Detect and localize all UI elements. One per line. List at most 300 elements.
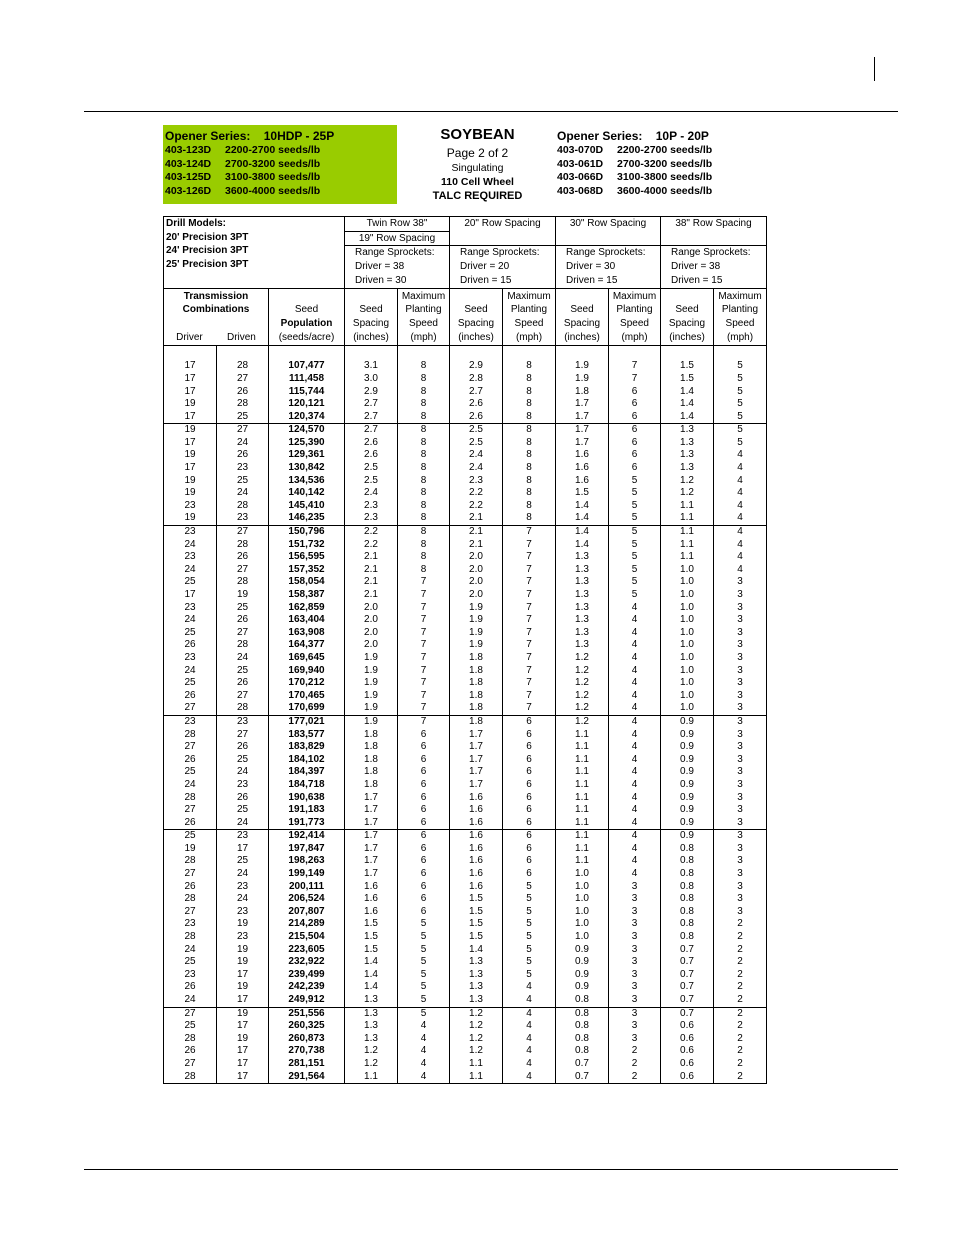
table-cell: 1.3 — [345, 1007, 398, 1020]
table-cell: 1.2 — [661, 475, 714, 488]
table-cell: 5 — [609, 564, 661, 577]
table-cell: 2.5 — [450, 424, 503, 437]
table-cell: 0.7 — [661, 944, 714, 957]
table-cell: 5 — [503, 956, 556, 969]
table-cell: 1.3 — [345, 1020, 398, 1033]
table-row — [164, 475, 767, 488]
table-cell: 3 — [714, 652, 767, 665]
table-cell: 0.7 — [661, 994, 714, 1007]
spacing-col-header: Seed Spacing (inches) — [345, 288, 398, 346]
table-cell: 8 — [398, 526, 450, 539]
table-cell: 6 — [398, 830, 450, 843]
table-cell: 1.5 — [345, 931, 398, 944]
table-cell: 1.2 — [345, 1058, 398, 1071]
table-cell: 2.6 — [345, 449, 398, 462]
table-cell: 177,021 — [269, 715, 345, 728]
table-cell: 2.7 — [345, 398, 398, 411]
table-cell: 2.0 — [450, 576, 503, 589]
table-cell: 0.9 — [661, 754, 714, 767]
table-cell: 6 — [503, 830, 556, 843]
table-cell: 1.8 — [345, 779, 398, 792]
table-cell: 7 — [503, 690, 556, 703]
table-cell: 17 — [164, 360, 217, 373]
table-cell: 8 — [398, 551, 450, 564]
table-cell: 26 — [217, 614, 269, 627]
table-row — [164, 754, 767, 767]
table-cell: 17 — [164, 373, 217, 386]
table-cell: 3 — [609, 1020, 661, 1033]
table-cell: 5 — [609, 475, 661, 488]
table-cell: 1.2 — [450, 1020, 503, 1033]
table-cell: 5 — [398, 994, 450, 1007]
table-cell: 28 — [217, 539, 269, 552]
seeding-rate-table — [163, 216, 767, 1084]
table-cell: 25 — [164, 766, 217, 779]
table-body — [164, 360, 767, 1083]
table-cell: 19 — [217, 944, 269, 957]
table-cell: 1.1 — [450, 1058, 503, 1071]
table-cell: 19 — [217, 981, 269, 994]
table-cell: 2.4 — [450, 462, 503, 475]
table-cell: 17 — [164, 386, 217, 399]
table-row — [164, 855, 767, 868]
table-cell: 8 — [398, 360, 450, 373]
table-cell: 26 — [217, 677, 269, 690]
table-cell: 6 — [398, 804, 450, 817]
table-cell: 2 — [609, 1058, 661, 1071]
table-cell: 4 — [503, 1045, 556, 1058]
speed-col-header: Maximum Planting Speed (mph) — [714, 288, 767, 346]
table-cell: 3 — [609, 893, 661, 906]
table-cell: 1.0 — [556, 893, 609, 906]
table-cell: 5 — [609, 526, 661, 539]
table-cell: 129,361 — [269, 449, 345, 462]
table-cell: 6 — [503, 792, 556, 805]
opener-row: 403-070D 2200-2700 seeds/lb — [557, 144, 713, 156]
chart-title-block — [400, 125, 555, 203]
table-cell: 190,638 — [269, 792, 345, 805]
table-cell: 169,645 — [269, 652, 345, 665]
table-cell: 8 — [503, 424, 556, 437]
table-cell: 200,111 — [269, 881, 345, 894]
table-cell: 25 — [217, 804, 269, 817]
speed-col-header: Maximum Planting Speed (mph) — [503, 288, 556, 346]
table-cell: 1.4 — [345, 969, 398, 982]
table-cell: 17 — [164, 462, 217, 475]
table-cell: 0.8 — [661, 855, 714, 868]
table-cell: 0.8 — [556, 1033, 609, 1046]
spacing-col-header: Seed Spacing (inches) — [450, 288, 503, 346]
table-cell: 0.9 — [556, 981, 609, 994]
table-cell: 28 — [164, 729, 217, 742]
table-cell: 124,570 — [269, 424, 345, 437]
table-cell: 145,410 — [269, 500, 345, 513]
table-cell: 191,183 — [269, 804, 345, 817]
table-cell: 8 — [398, 475, 450, 488]
table-row — [164, 677, 767, 690]
table-cell: 1.2 — [450, 1033, 503, 1046]
table-cell: 4 — [609, 639, 661, 652]
table-cell: 24 — [217, 652, 269, 665]
table-cell: 1.1 — [556, 741, 609, 754]
table-cell: 1.7 — [345, 792, 398, 805]
table-cell: 6 — [503, 715, 556, 728]
table-cell: 28 — [164, 855, 217, 868]
table-cell: 6 — [398, 855, 450, 868]
table-cell: 2 — [714, 956, 767, 969]
table-cell: 184,397 — [269, 766, 345, 779]
table-cell: 8 — [398, 539, 450, 552]
table-cell: 1.0 — [661, 602, 714, 615]
table-cell: 170,699 — [269, 702, 345, 715]
table-cell: 4 — [609, 804, 661, 817]
table-cell: 191,773 — [269, 817, 345, 830]
table-cell: 8 — [398, 462, 450, 475]
table-cell: 17 — [217, 1071, 269, 1084]
table-cell: 7 — [503, 564, 556, 577]
table-cell: 5 — [609, 539, 661, 552]
table-cell: 120,374 — [269, 411, 345, 424]
range-sprockets-30: Range Sprockets: Driver = 30 Driven = 15 — [556, 246, 661, 288]
table-cell: 0.8 — [661, 868, 714, 881]
table-cell: 3 — [714, 690, 767, 703]
table-cell: 291,564 — [269, 1071, 345, 1084]
table-cell: 164,377 — [269, 639, 345, 652]
table-cell: 17 — [217, 994, 269, 1007]
table-cell: 1.9 — [556, 373, 609, 386]
table-cell: 4 — [609, 627, 661, 640]
table-cell: 1.8 — [345, 741, 398, 754]
table-cell: 6 — [503, 868, 556, 881]
table-cell: 134,536 — [269, 475, 345, 488]
table-row — [164, 614, 767, 627]
table-cell: 8 — [503, 360, 556, 373]
table-cell: 1.3 — [661, 449, 714, 462]
table-cell: 1.0 — [661, 677, 714, 690]
table-cell: 28 — [164, 893, 217, 906]
table-cell: 23 — [164, 969, 217, 982]
table-cell: 6 — [609, 398, 661, 411]
table-cell: 7 — [398, 665, 450, 678]
table-cell: 24 — [217, 868, 269, 881]
table-cell: 1.0 — [556, 918, 609, 931]
table-cell: 3 — [714, 868, 767, 881]
table-cell: 6 — [503, 754, 556, 767]
table-cell: 6 — [398, 868, 450, 881]
table-cell: 2.7 — [450, 386, 503, 399]
table-cell: 260,325 — [269, 1020, 345, 1033]
table-cell: 8 — [503, 487, 556, 500]
table-cell: 1.3 — [450, 969, 503, 982]
table-cell: 26 — [217, 741, 269, 754]
table-cell: 0.9 — [556, 969, 609, 982]
table-cell: 23 — [217, 779, 269, 792]
table-cell: 23 — [217, 881, 269, 894]
table-cell: 158,054 — [269, 576, 345, 589]
table-cell: 1.6 — [450, 881, 503, 894]
table-cell: 28 — [164, 1071, 217, 1084]
table-cell: 4 — [609, 729, 661, 742]
table-cell: 1.0 — [661, 614, 714, 627]
table-cell: 4 — [609, 766, 661, 779]
table-cell: 1.5 — [450, 918, 503, 931]
table-cell: 5 — [398, 918, 450, 931]
table-cell: 7 — [398, 690, 450, 703]
table-cell: 3 — [714, 881, 767, 894]
table-cell: 6 — [503, 779, 556, 792]
table-row — [164, 906, 767, 919]
table-cell: 6 — [398, 754, 450, 767]
table-cell: 6 — [503, 804, 556, 817]
table-cell: 28 — [164, 1033, 217, 1046]
table-cell: 3 — [609, 1007, 661, 1020]
table-cell: 3 — [714, 843, 767, 856]
table-cell: 17 — [217, 1058, 269, 1071]
table-cell: 6 — [398, 741, 450, 754]
table-cell: 4 — [609, 690, 661, 703]
table-cell: 107,477 — [269, 360, 345, 373]
table-cell: 1.2 — [556, 702, 609, 715]
table-cell: 3 — [609, 981, 661, 994]
table-cell: 4 — [503, 994, 556, 1007]
table-cell: 3 — [714, 614, 767, 627]
table-row — [164, 360, 767, 373]
table-cell: 3 — [609, 931, 661, 944]
table-cell: 1.4 — [556, 500, 609, 513]
table-cell: 26 — [217, 386, 269, 399]
table-cell: 19 — [217, 589, 269, 602]
table-cell: 1.1 — [556, 830, 609, 843]
table-cell: 4 — [398, 1071, 450, 1084]
table-cell: 6 — [503, 817, 556, 830]
table-cell: 0.9 — [661, 715, 714, 728]
table-cell: 183,829 — [269, 741, 345, 754]
table-cell: 163,404 — [269, 614, 345, 627]
table-cell: 5 — [503, 969, 556, 982]
table-cell: 24 — [217, 487, 269, 500]
table-cell: 8 — [503, 449, 556, 462]
table-cell: 5 — [398, 931, 450, 944]
table-cell: 2.0 — [450, 551, 503, 564]
header-rule — [84, 111, 898, 112]
table-cell: 3 — [609, 994, 661, 1007]
table-cell: 5 — [609, 576, 661, 589]
table-cell: 3 — [714, 855, 767, 868]
table-cell: 25 — [217, 855, 269, 868]
table-cell: 4 — [714, 551, 767, 564]
table-row — [164, 373, 767, 386]
table-row — [164, 551, 767, 564]
table-cell: 0.8 — [661, 918, 714, 931]
table-cell: 2 — [714, 918, 767, 931]
table-cell: 8 — [503, 437, 556, 450]
table-row — [164, 1045, 767, 1058]
table-cell: 27 — [217, 729, 269, 742]
table-cell: 1.9 — [556, 360, 609, 373]
table-cell: 0.7 — [556, 1058, 609, 1071]
table-row — [164, 1033, 767, 1046]
table-cell: 2 — [714, 1045, 767, 1058]
table-cell: 2.2 — [345, 539, 398, 552]
table-cell: 4 — [609, 665, 661, 678]
table-cell: 1.1 — [556, 843, 609, 856]
spacing-col-header: Seed Spacing (inches) — [661, 288, 714, 346]
table-cell: 1.2 — [556, 652, 609, 665]
table-cell: 3.0 — [345, 373, 398, 386]
table-cell: 4 — [503, 1020, 556, 1033]
table-cell: 1.8 — [345, 754, 398, 767]
table-row — [164, 386, 767, 399]
table-cell: 1.8 — [556, 386, 609, 399]
table-cell: 7 — [398, 627, 450, 640]
table-cell: 27 — [217, 627, 269, 640]
table-cell: 1.2 — [556, 690, 609, 703]
table-cell: 3 — [714, 589, 767, 602]
table-cell: 6 — [398, 906, 450, 919]
table-cell: 26 — [217, 449, 269, 462]
table-cell: 2.3 — [345, 500, 398, 513]
table-cell: 19 — [217, 956, 269, 969]
table-cell: 3 — [714, 779, 767, 792]
table-cell: 4 — [609, 779, 661, 792]
table-cell: 28 — [217, 639, 269, 652]
table-cell: 17 — [217, 1020, 269, 1033]
table-cell: 5 — [398, 944, 450, 957]
table-cell: 2.5 — [345, 475, 398, 488]
table-row — [164, 539, 767, 552]
table-cell: 8 — [398, 512, 450, 525]
table-cell: 27 — [164, 906, 217, 919]
table-cell: 2.8 — [450, 373, 503, 386]
table-cell: 8 — [503, 462, 556, 475]
table-cell: 2.1 — [450, 539, 503, 552]
table-cell: 1.4 — [556, 539, 609, 552]
table-cell: 4 — [609, 817, 661, 830]
table-cell: 0.8 — [661, 893, 714, 906]
table-cell: 0.9 — [661, 792, 714, 805]
table-cell: 0.6 — [661, 1058, 714, 1071]
table-cell: 8 — [398, 398, 450, 411]
table-cell: 0.7 — [661, 1007, 714, 1020]
opener-row: 403-126D 3600-4000 seeds/lb — [165, 184, 321, 197]
table-cell: 7 — [503, 677, 556, 690]
table-cell: 4 — [398, 1045, 450, 1058]
table-cell: 1.9 — [450, 614, 503, 627]
table-cell: 2.2 — [450, 487, 503, 500]
table-cell: 6 — [503, 729, 556, 742]
table-cell: 0.6 — [661, 1071, 714, 1084]
table-cell: 1.8 — [345, 766, 398, 779]
table-cell: 23 — [164, 715, 217, 728]
table-cell: 0.8 — [661, 931, 714, 944]
table-cell: 270,738 — [269, 1045, 345, 1058]
table-cell: 2 — [714, 1007, 767, 1020]
table-cell: 6 — [609, 424, 661, 437]
table-cell: 0.7 — [556, 1071, 609, 1084]
table-cell: 3 — [714, 893, 767, 906]
table-cell: 0.9 — [661, 741, 714, 754]
table-cell: 1.8 — [450, 702, 503, 715]
table-cell: 1.6 — [450, 817, 503, 830]
table-row — [164, 1071, 767, 1084]
table-cell: 1.3 — [556, 614, 609, 627]
table-cell: 25 — [217, 602, 269, 615]
table-cell: 8 — [398, 424, 450, 437]
table-cell: 23 — [217, 462, 269, 475]
table-cell: 242,239 — [269, 981, 345, 994]
table-cell: 5 — [398, 1007, 450, 1020]
table-cell: 19 — [164, 487, 217, 500]
table-cell: 19 — [164, 512, 217, 525]
table-row — [164, 817, 767, 830]
table-cell: 1.8 — [345, 729, 398, 742]
table-cell: 198,263 — [269, 855, 345, 868]
table-cell: 1.0 — [556, 931, 609, 944]
table-cell: 1.6 — [556, 475, 609, 488]
table-cell: 23 — [217, 830, 269, 843]
table-cell: 3 — [609, 944, 661, 957]
spacing-header-30: 30" Row Spacing — [556, 217, 661, 246]
drill-models-cell: Drill Models: 20' Precision 3PT 24' Precision 3PT 25' Precision 3PT — [164, 217, 345, 289]
table-cell: 4 — [609, 652, 661, 665]
table-cell: 7 — [503, 614, 556, 627]
wheel-label: 110 Cell Wheel — [441, 176, 514, 188]
table-cell: 150,796 — [269, 526, 345, 539]
table-cell: 7 — [398, 652, 450, 665]
table-cell: 3 — [609, 956, 661, 969]
table-cell: 232,922 — [269, 956, 345, 969]
table-cell: 8 — [503, 411, 556, 424]
table-cell: 27 — [164, 868, 217, 881]
table-cell: 169,940 — [269, 665, 345, 678]
table-cell: 0.9 — [661, 817, 714, 830]
table-cell: 3 — [714, 792, 767, 805]
table-cell: 1.2 — [556, 715, 609, 728]
table-cell: 5 — [714, 373, 767, 386]
table-cell: 1.0 — [661, 564, 714, 577]
table-cell: 23 — [164, 918, 217, 931]
table-cell: 1.0 — [556, 906, 609, 919]
table-cell: 25 — [217, 665, 269, 678]
table-row — [164, 994, 767, 1007]
table-cell: 4 — [398, 1020, 450, 1033]
table-cell: 2.0 — [345, 639, 398, 652]
table-row — [164, 462, 767, 475]
table-cell: 0.8 — [556, 994, 609, 1007]
table-cell: 2 — [714, 969, 767, 982]
table-cell: 23 — [217, 906, 269, 919]
table-cell: 28 — [217, 702, 269, 715]
table-cell: 24 — [164, 539, 217, 552]
table-cell: 1.6 — [450, 830, 503, 843]
table-cell: 6 — [398, 729, 450, 742]
opener-row: 403-068D 3600-4000 seeds/lb — [557, 184, 713, 197]
table-cell: 1.0 — [661, 576, 714, 589]
table-cell: 0.6 — [661, 1020, 714, 1033]
table-cell: 1.9 — [345, 715, 398, 728]
table-cell: 1.7 — [345, 830, 398, 843]
table-cell: 0.7 — [661, 981, 714, 994]
mode-label: Singulating — [451, 162, 504, 174]
footer-rule — [84, 1169, 898, 1170]
range-sprockets-38: Range Sprockets: Driver = 38 Driven = 15 — [661, 246, 767, 288]
table-cell: 2 — [714, 1033, 767, 1046]
table-cell: 26 — [164, 817, 217, 830]
opener-series-value: 10P - 20P — [655, 129, 709, 143]
range-sprockets-20: Range Sprockets: Driver = 20 Driven = 15 — [450, 246, 556, 288]
table-cell: 111,458 — [269, 373, 345, 386]
table-cell: 1.6 — [450, 855, 503, 868]
